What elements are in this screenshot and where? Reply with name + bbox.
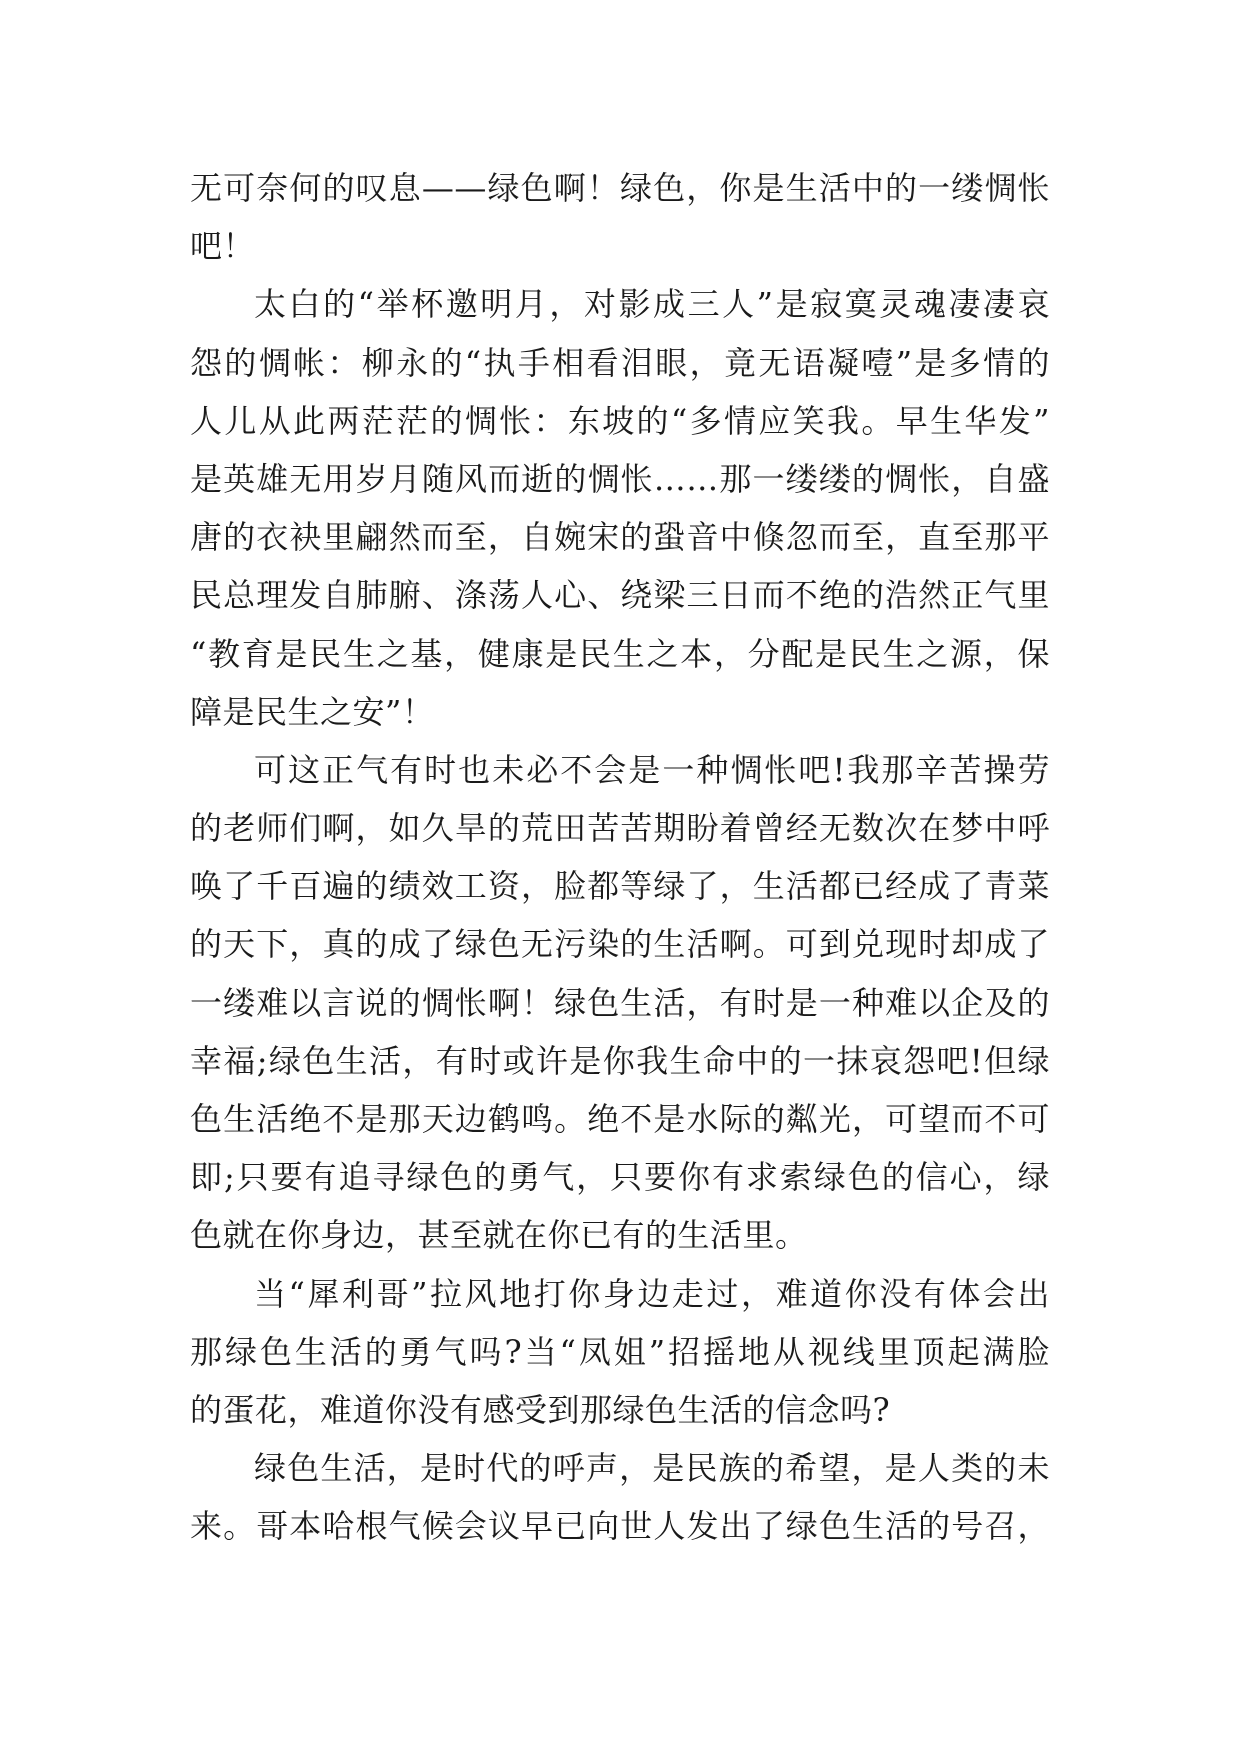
text-line: 那绿色生活的勇气吗?当“凤姐”招摇地从视线里顶起满脸 <box>190 1332 1050 1371</box>
text-line: 幸福;绿色生活，有时或许是你我生命中的一抹哀怨吧!但绿 <box>190 1041 1050 1080</box>
text-line: 即;只要有追寻绿色的勇气，只要你有求索绿色的信心，绿 <box>190 1158 1050 1197</box>
text-line: 唐的衣袂里翩然而至，自婉宋的蛩音中倏忽而至，直至那平 <box>190 518 1050 557</box>
text-line: 太白的“举杯邀明月，对影成三人”是寂寞灵魂凄凄哀 <box>254 285 1050 324</box>
text-line: “教育是民生之基，健康是民生之本，分配是民生之源，保 <box>190 634 1050 673</box>
text-line: 的老师们啊，如久旱的荒田苦苦期盼着曾经无数次在梦中呼 <box>190 809 1050 848</box>
text-line: 吧！ <box>190 227 256 266</box>
text-line: 人儿从此两茫茫的惆怅：东坡的“多情应笑我。早生华发” <box>190 401 1050 440</box>
text-line: 障是民生之安”！ <box>190 692 435 731</box>
text-line: 的天下，真的成了绿色无污染的生活啊。可到兑现时却成了 <box>190 925 1050 964</box>
text-line: 一缕难以言说的惆怅啊！绿色生活，有时是一种难以企及的 <box>190 983 1050 1022</box>
text-line: 来。哥本哈根气候会议早已向世人发出了绿色生活的号召， <box>190 1507 1050 1546</box>
text-line: 色生活绝不是那天边鹤鸣。绝不是水际的粼光，可望而不可 <box>190 1100 1050 1138</box>
text-line: 色就在你身边，甚至就在你已有的生活里。 <box>190 1216 808 1255</box>
text-line: 可这正气有时也未必不会是一种惆怅吧!我那辛苦操劳 <box>254 750 1050 789</box>
text-line: 是英雄无用岁月随风而逝的惆怅……那一缕缕的惆怅，自盛 <box>190 459 1050 498</box>
body-text <box>190 159 1050 1556</box>
text-line: 无可奈何的叹息——绿色啊！绿色，你是生活中的一缕惆怅 <box>190 169 1050 207</box>
text-line: 的蛋花，难道你没有感受到那绿色生活的信念吗? <box>190 1390 891 1429</box>
text-line: 民总理发自肺腑、涤荡人心、绕梁三日而不绝的浩然正气里 <box>190 576 1050 615</box>
text-line: 绿色生活，是时代的呼声，是民族的希望，是人类的未 <box>254 1449 1050 1488</box>
text-line: 怨的惆帐：柳永的“执手相看泪眼，竟无语凝噎”是多情的 <box>190 343 1050 382</box>
text-line: 当“犀利哥”拉风地打你身边走过，难道你没有体会出 <box>254 1274 1050 1313</box>
text-line: 唤了千百遍的绩效工资，脸都等绿了，生活都已经成了青菜 <box>190 867 1050 906</box>
